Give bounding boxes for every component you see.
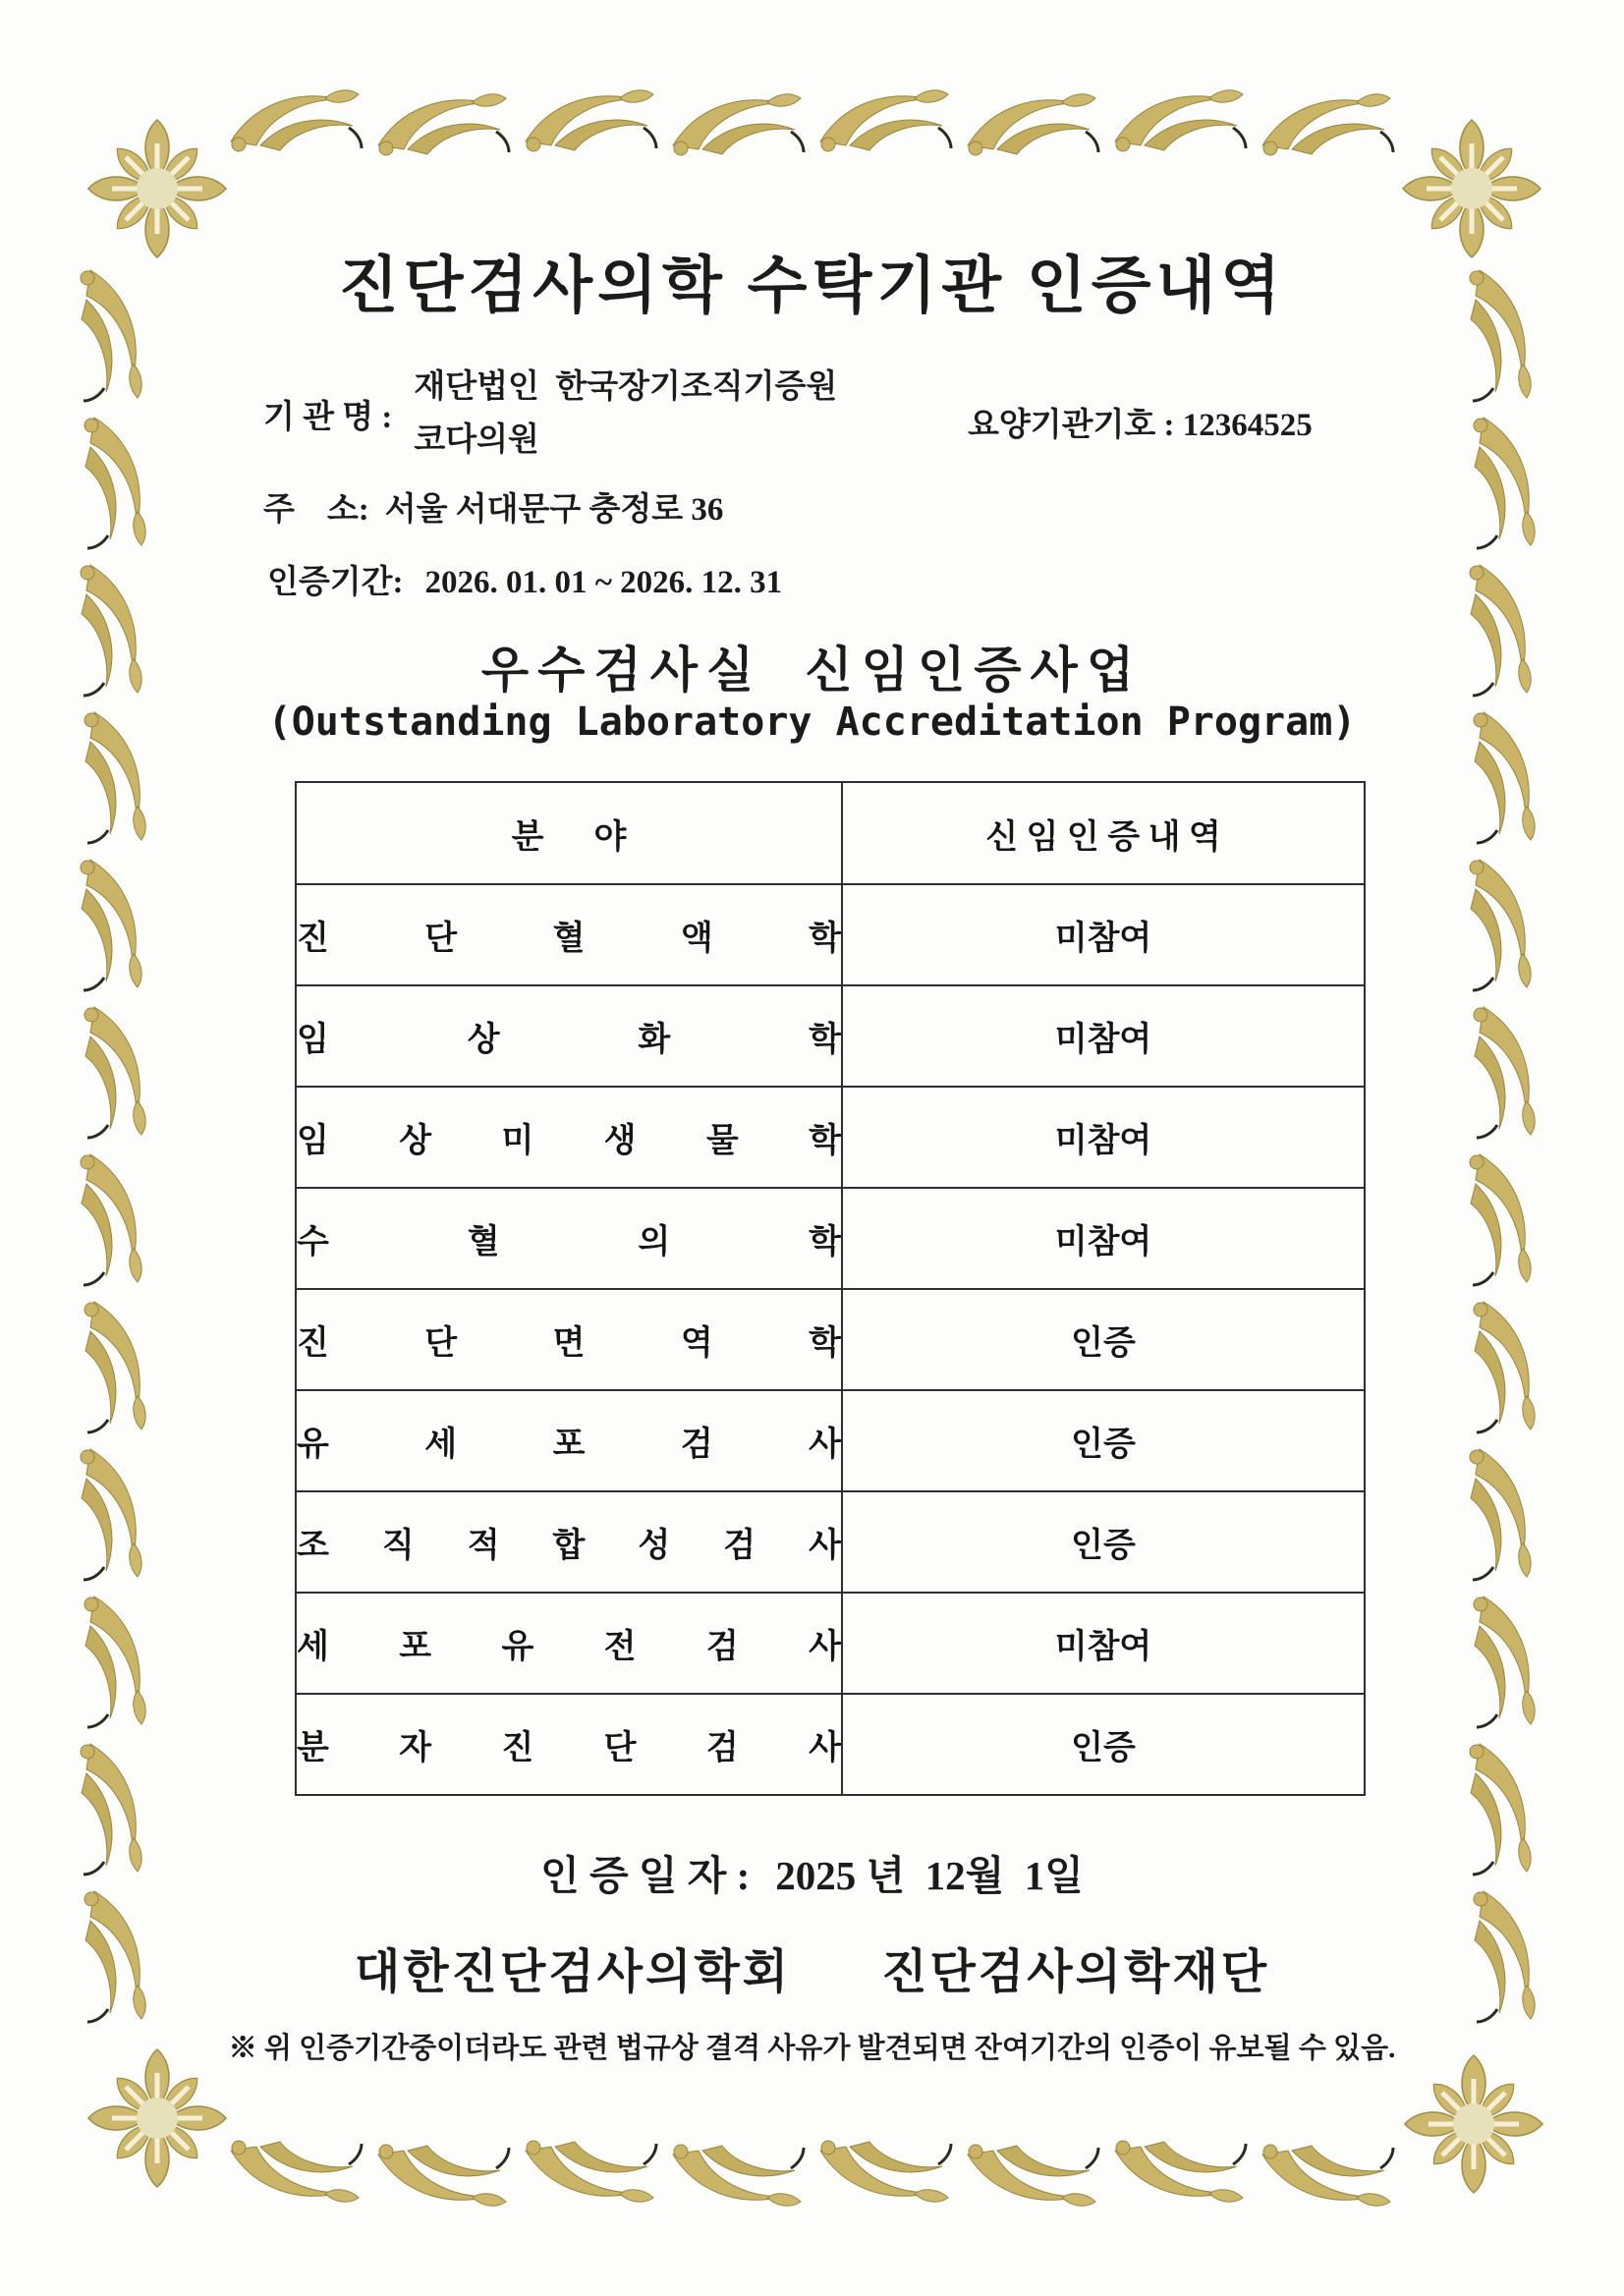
table-row [296, 985, 1365, 1087]
corner-flower-icon [88, 2049, 226, 2187]
certification-date-label: 인 증 일 자 : [540, 1853, 751, 1898]
certification-period-row [267, 556, 782, 602]
column-header-status: 신 임 인 증 내 역 [842, 782, 1365, 884]
table-header-row [296, 782, 1365, 884]
program-title-korean: 우수검사실 신임인증사업 [480, 643, 1144, 698]
issuing-org-society: 대한진단검사의학회 [354, 1946, 792, 1998]
field-name: 분 자 진 단 검 사 [297, 1730, 841, 1766]
institution-name-label: 기 관 명 : [263, 400, 393, 436]
table-row [296, 1491, 1365, 1593]
status-value: 인증 [842, 1694, 1365, 1795]
accreditation-table [295, 781, 1366, 1796]
table-row [296, 884, 1365, 985]
status-value: 미참여 [842, 1188, 1365, 1289]
table-row [296, 1593, 1365, 1694]
table-row [296, 1188, 1365, 1289]
institution-name-line1: 재단법인 한국장기조직기증원 [414, 369, 838, 405]
field-name: 임 상 미 생 물 학 [297, 1123, 841, 1159]
field-name: 진 단 혈 액 학 [297, 921, 841, 957]
certification-date-row [0, 1843, 1624, 1901]
table-row [296, 1289, 1365, 1390]
status-value: 인증 [842, 1491, 1365, 1593]
address-value: 서울 서대문구 충정로 36 [384, 492, 724, 528]
field-name: 세 포 유 전 검 사 [297, 1629, 841, 1665]
address-label: 주 소: [263, 492, 369, 528]
institution-name-line2: 코다의원 [414, 421, 539, 458]
certification-period-value: 2026. 01. 01 ~ 2026. 12. 31 [424, 565, 783, 600]
field-name: 임 상 화 학 [297, 1022, 841, 1058]
institution-name-row [263, 369, 837, 460]
program-title-english: (Outstanding Laboratory Accreditation Program) [267, 700, 1357, 745]
status-value: 인증 [842, 1289, 1365, 1390]
field-name: 수 혈 의 학 [297, 1224, 841, 1260]
care-institution-code-label: 요양기관기호 : [968, 408, 1175, 443]
care-institution-code-value: 12364525 [1182, 408, 1313, 443]
field-name: 유 세 포 검 사 [297, 1427, 841, 1463]
table-row [296, 1087, 1365, 1188]
status-value: 인증 [842, 1390, 1365, 1491]
column-header-field: 분 야 [296, 782, 842, 884]
corner-flower-icon [1405, 2055, 1542, 2193]
status-value: 미참여 [842, 1593, 1365, 1694]
footnote: ※ 위 인증기간중이더라도 관련 법규상 결격 사유가 발견되면 잔여기간의 인증이 유보될 수 있음. [228, 2033, 1396, 2064]
issuing-organizations [0, 1933, 1624, 2001]
care-institution-code-row [968, 399, 1313, 445]
certification-period-label: 인증기간: [267, 565, 404, 600]
certificate-title: 진단검사의학 수탁기관 인증내역 [338, 252, 1286, 321]
address-row [263, 483, 723, 530]
status-value: 미참여 [842, 1087, 1365, 1188]
issuing-org-foundation: 진단검사의학재단 [881, 1946, 1270, 1998]
field-name: 진 단 면 역 학 [297, 1325, 841, 1362]
field-name: 조 직 적 합 성 검 사 [297, 1528, 841, 1564]
status-value: 미참여 [842, 884, 1365, 985]
table-row [296, 1390, 1365, 1491]
certification-date-value: 2025 년 12월 1일 [775, 1853, 1084, 1898]
table-row [296, 1694, 1365, 1795]
status-value: 미참여 [842, 985, 1365, 1087]
